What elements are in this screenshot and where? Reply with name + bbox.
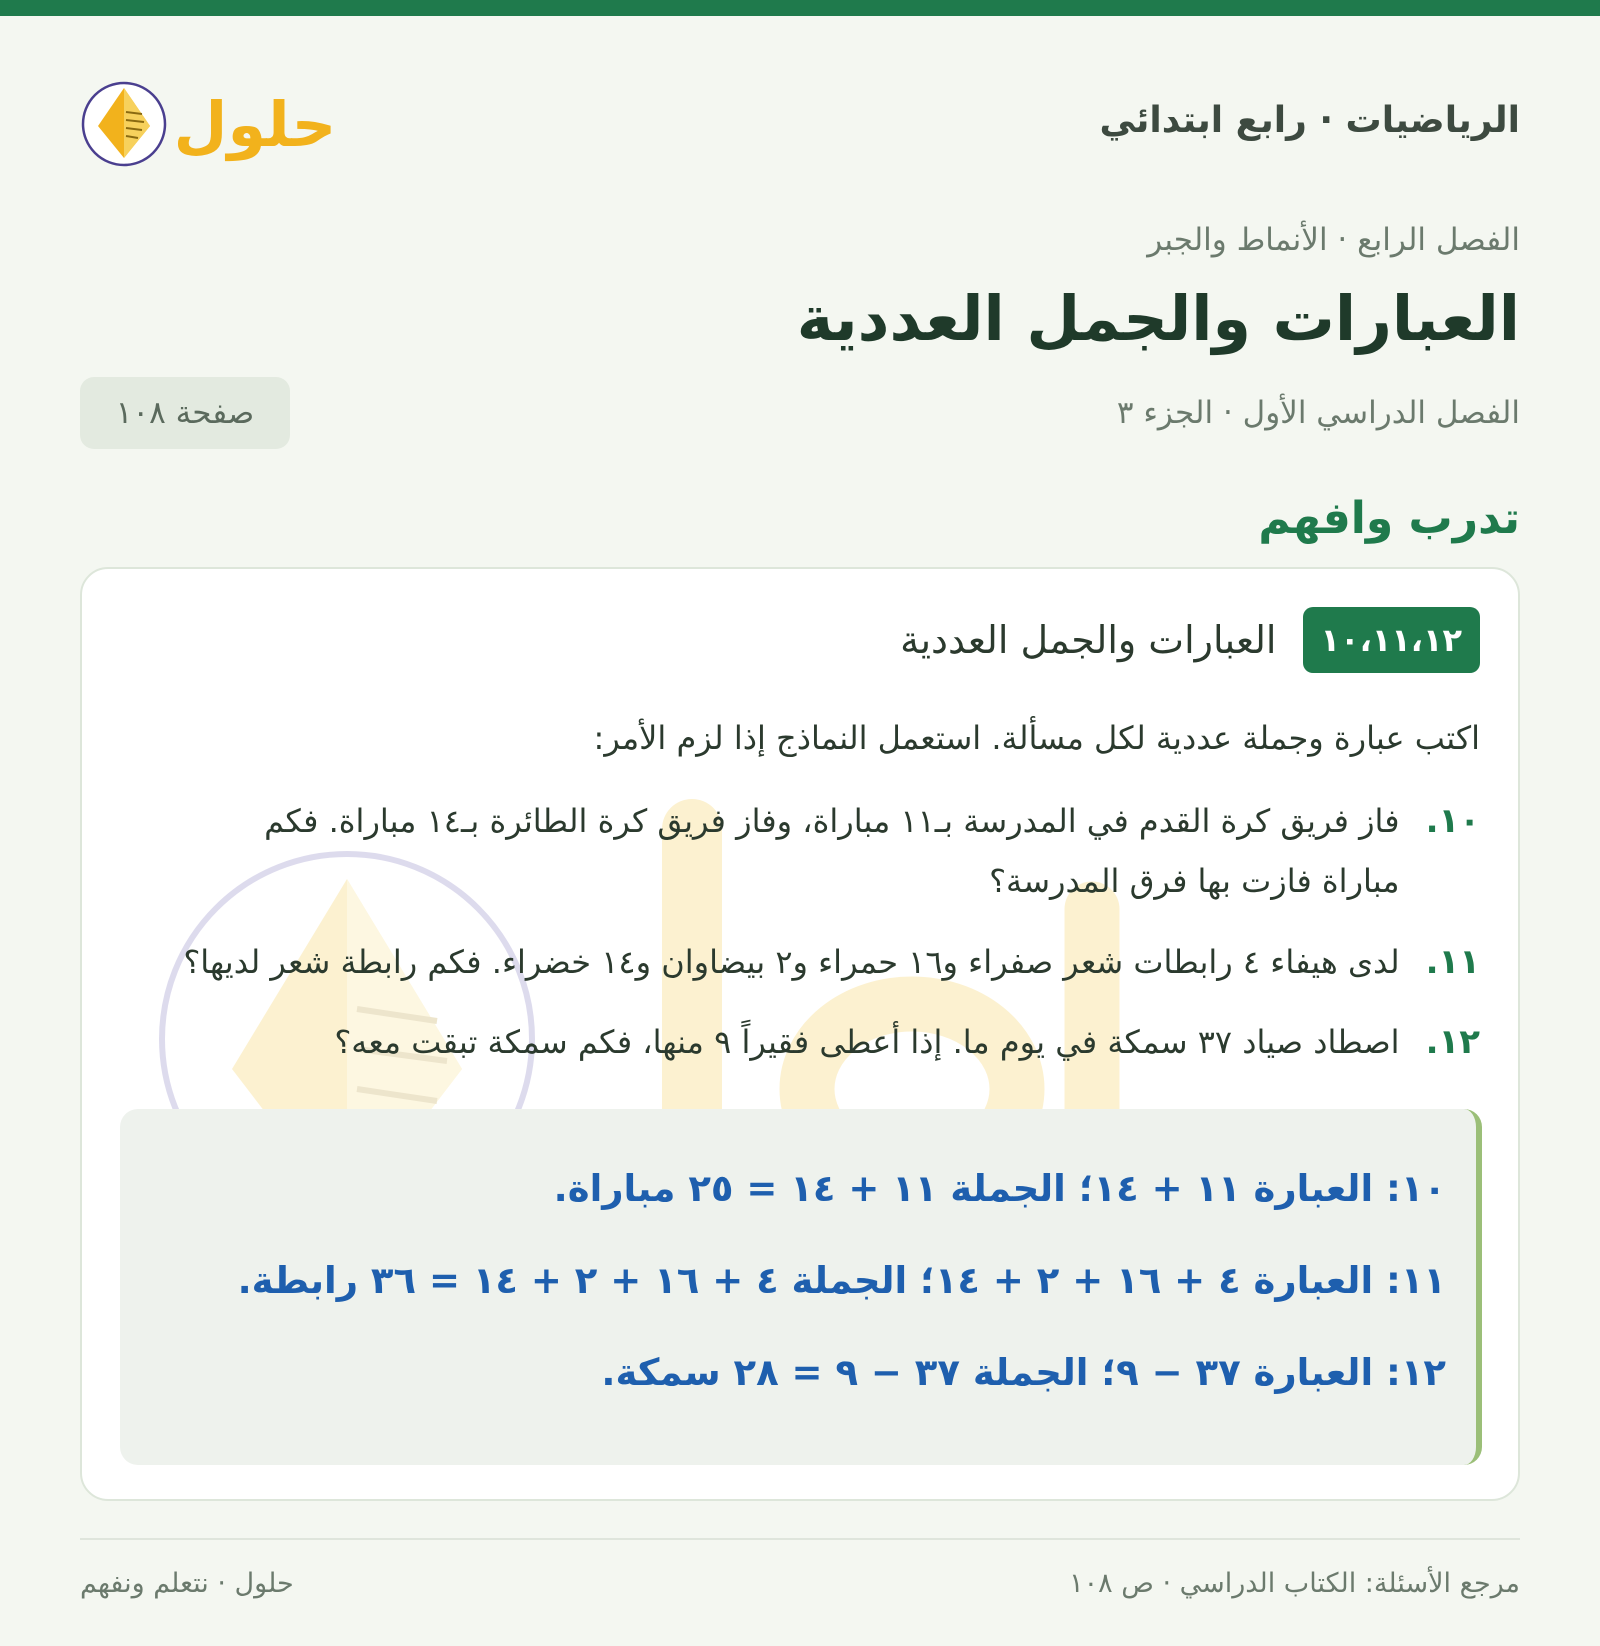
answer-line: ١١: العبارة ٤ + ١٦ + ٢ + ١٤؛ الجملة ٤ + ١٦ + ٢ + ١٤ = ٣٦ رابطة. <box>237 1259 1446 1302</box>
question-number: ١٢. <box>1425 1022 1480 1062</box>
question-number: ١٠. <box>1425 801 1480 841</box>
answers-box <box>120 1109 1482 1465</box>
question-text: لدى هيفاء ٤ رابطات شعر صفراء و١٦ حمراء و٢ بيضاوان و١٤ خضراء. فكم رابطة شعر لديها؟ <box>183 943 1400 981</box>
footer-reference: مرجع الأسئلة: الكتاب الدراسي · ص ١٠٨ <box>1069 1568 1520 1599</box>
page-number-badge: صفحة ١٠٨ <box>80 377 290 449</box>
question-text: اصطاد صياد ٣٧ سمكة في يوم ما. إذا أعطى فقيراً ٩ منها، فكم سمكة تبقت معه؟ <box>334 1023 1400 1061</box>
term-label: الفصل الدراسي الأول · الجزء ٣ <box>1116 395 1520 431</box>
exercise-card <box>80 567 1520 1501</box>
brand-wordmark: حلول <box>173 88 337 161</box>
brand-logo-icon <box>80 70 380 175</box>
chapter-label: الفصل الرابع · الأنماط والجبر <box>1147 222 1520 258</box>
footer-divider <box>80 1538 1520 1540</box>
instruction-text: اكتب عبارة وجملة عددية لكل مسألة. استعمل النماذج إذا لزم الأمر: <box>593 719 1480 757</box>
card-title: العبارات والجمل العددية <box>900 618 1277 662</box>
question-item <box>334 1012 1480 1072</box>
question-text: فاز فريق كرة القدم في المدرسة بـ١١ مباراة، وفاز فريق كرة الطائرة بـ١٤ مباراة. فكم مباراة فازت بها فرق المدرسة؟ <box>264 802 1400 900</box>
question-item <box>180 791 1480 911</box>
answer-line: ١٠: العبارة ١١ + ١٤؛ الجملة ١١ + ١٤ = ٢٥ مباراة. <box>553 1167 1446 1210</box>
answer-line: ١٢: العبارة ٣٧ − ٩؛ الجملة ٣٧ − ٩ = ٢٨ سمكة. <box>601 1351 1446 1394</box>
question-item <box>183 932 1480 992</box>
footer-brand[interactable]: حلول · نتعلم ونفهم <box>80 1568 294 1599</box>
section-heading: تدرب وافهم <box>1258 493 1520 544</box>
brand-logo[interactable] <box>80 70 380 175</box>
lesson-title: العبارات والجمل العددية <box>796 282 1520 355</box>
card-header <box>900 607 1480 673</box>
subject-title: الرياضيات · رابع ابتدائي <box>1099 100 1520 141</box>
question-number: ١١. <box>1425 942 1480 982</box>
question-range-badge: ١٠،١١،١٢ <box>1303 607 1481 673</box>
page-header <box>80 70 1520 175</box>
top-accent-bar <box>0 0 1600 16</box>
